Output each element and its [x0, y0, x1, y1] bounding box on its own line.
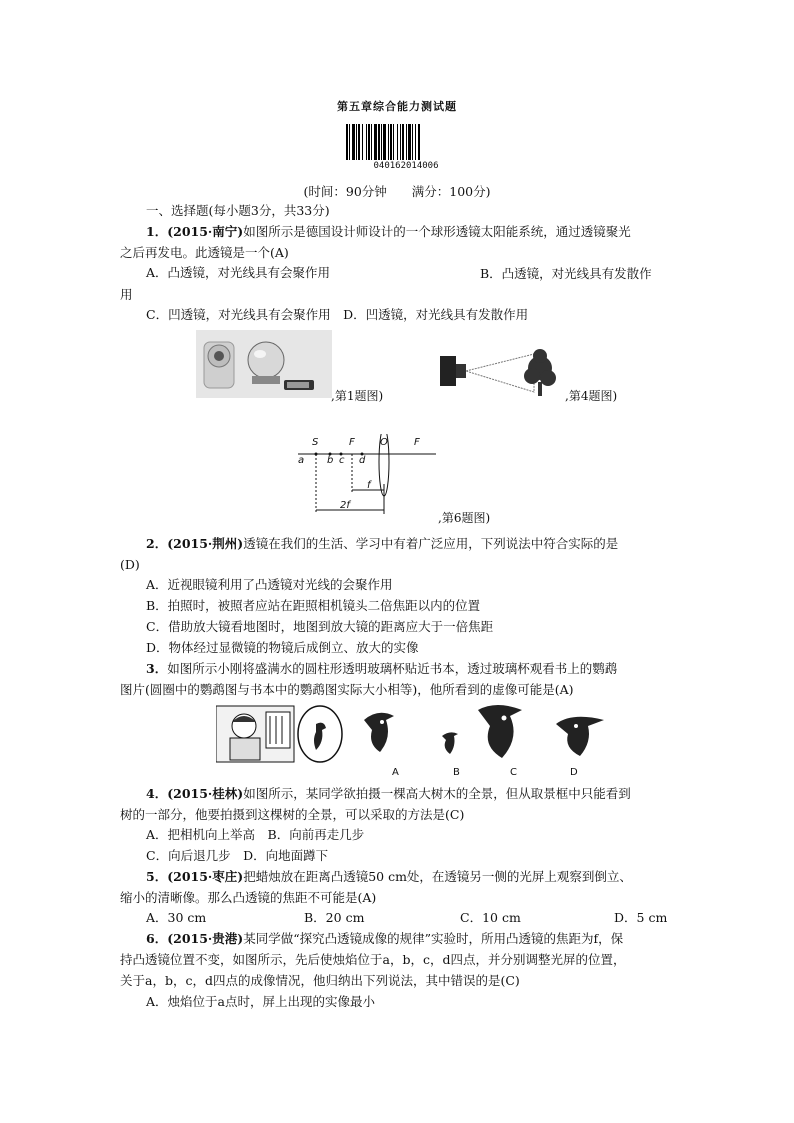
barcode-bar — [362, 124, 363, 160]
barcode-bar — [402, 124, 404, 160]
parrot-B — [442, 732, 458, 754]
fig6-label-S: S — [312, 437, 319, 448]
q4-num: 4． — [146, 786, 168, 801]
barcode-bar — [368, 124, 370, 160]
barcode-bar — [381, 124, 382, 160]
page-title: 第五章综合能力测试题 — [337, 100, 457, 113]
q4-text1: 如图所示，某同学欲拍摄一棵高大树木的全景，但从取景框中只能看到 — [243, 786, 631, 801]
fig3-label-A: A — [392, 767, 399, 778]
q5-optA: A．30 cm — [146, 910, 207, 925]
q5-text1: 把蜡烛放在距离凸透镜50 cm处，在透镜另一侧的光屏上观察到倒立、 — [243, 869, 632, 884]
q4-line1 — [146, 785, 631, 803]
q1-optCD: C．凹透镜，对光线具有会聚作用 D．凹透镜，对光线具有发散作用 — [146, 307, 529, 322]
fig6-label-F-right: F — [414, 437, 420, 448]
q2-optC: C．借助放大镜看地图时，地图到放大镜的距离应大于一倍焦距 — [146, 619, 494, 634]
barcode-bar — [415, 124, 416, 160]
q2-num: 2． — [146, 536, 168, 551]
barcode-bar — [352, 124, 355, 160]
barcode-bar — [400, 124, 401, 160]
barcode-bar — [383, 124, 386, 160]
q2-line1 — [146, 535, 618, 553]
q2-optA: A．近视眼镜利用了凸透镜对光线的会聚作用 — [146, 577, 393, 592]
barcode-bar — [412, 124, 413, 160]
q5-source: (2015·枣庄) — [167, 869, 244, 884]
fig6-label-F-left: F — [349, 437, 355, 448]
q4-line2: 树的一部分，他要拍摄到这棵树的全景，可以采取的方法是(C) — [120, 807, 465, 822]
fig4-camera-tree — [436, 344, 566, 400]
fig1-photo — [196, 330, 332, 398]
barcode-bar — [346, 124, 348, 160]
q1-optB-cont: 用 — [120, 287, 133, 302]
q1-text1: 如图所示是德国设计师设计的一个球形透镜太阳能系统，通过透镜聚光 — [243, 224, 631, 239]
q1-source: (2015·南宁) — [167, 224, 244, 239]
q5-line2: 缩小的清晰像。那么凸透镜的焦距不可能是(A) — [120, 890, 377, 905]
fig6-label-b: b — [327, 455, 334, 466]
q5-num: 5． — [146, 869, 168, 884]
fig3-parrots — [216, 702, 616, 766]
barcode-bar — [356, 124, 357, 160]
q2-source: (2015·荆州) — [167, 536, 244, 551]
q1-line2: 之后再发电。此透镜是一个(A) — [120, 245, 289, 260]
fig3-label-D: D — [570, 767, 578, 778]
q5-line1 — [146, 868, 632, 886]
q1-num: 1． — [146, 224, 168, 239]
fig4-caption: ,第4题图) — [565, 389, 618, 403]
q3-line2: 图片(圆圈中的鹦鹉图与书本中的鹦鹉图实际大小相等)，他所看到的虚像可能是(A) — [120, 682, 574, 697]
parrot-C — [478, 705, 522, 758]
barcode-number: 040162014006 — [373, 161, 439, 171]
barcode-bar — [366, 124, 367, 160]
time-info: (时间：90分钟 满分：100分) — [303, 184, 491, 199]
barcode-bar — [378, 124, 380, 160]
fig6-caption: ,第6题图) — [438, 511, 491, 525]
barcode-bar — [418, 124, 420, 160]
q1-optA: A．凸透镜，对光线具有会聚作用 — [146, 265, 331, 280]
barcode-bar — [406, 124, 407, 160]
q6-optA: A．烛焰位于a点时，屏上出现的实像最小 — [146, 994, 375, 1009]
q6-text1: 某同学做“探究凸透镜成像的规律”实验时，所用凸透镜的焦距为f，保 — [243, 931, 624, 946]
fig6-label-c: c — [339, 455, 345, 466]
barcode-bar — [408, 124, 411, 160]
q6-line3: 关于a，b，c，d四点的成像情况，他归纳出下列说法，其中错误的是(C) — [120, 973, 520, 988]
q6-source: (2015·贵港) — [167, 931, 244, 946]
barcode-bar — [371, 124, 372, 160]
fig6-label-f: f — [367, 480, 371, 491]
q2-text1: 透镜在我们的生活、学习中有着广泛应用，下列说法中符合实际的是 — [243, 536, 619, 551]
barcode-bar — [349, 124, 350, 160]
q3-num: 3． — [146, 661, 168, 676]
q3-line1 — [146, 660, 617, 678]
barcode-bar — [374, 124, 377, 160]
q5-optB: B．20 cm — [304, 910, 365, 925]
q5-optD: D．5 cm — [614, 910, 668, 925]
parrot-A — [364, 713, 394, 752]
section-heading: 一、选择题(每小题3分，共33分) — [146, 203, 330, 218]
q6-line1 — [146, 930, 623, 948]
q6-line2: 持凸透镜位置不变，如图所示，先后使烛焰位于a，b，c，d四点，并分别调整光屏的位置， — [120, 952, 626, 967]
q1-line1 — [146, 223, 631, 241]
fig6-label-a: a — [298, 455, 305, 466]
fig6-label-2f: 2f — [340, 500, 350, 511]
fig3-label-C: C — [510, 767, 517, 778]
q5-optC: C．10 cm — [460, 910, 521, 925]
q1-optB: B．凸透镜，对光线具有发散作 — [480, 266, 652, 281]
fig1-caption: ,第1题图) — [331, 389, 384, 403]
q2-line2: (D) — [120, 557, 140, 572]
barcode-bar — [388, 124, 389, 160]
q2-optD: D．物体经过显微镜的物镜后成倒立、放大的实像 — [146, 640, 419, 655]
barcode — [344, 124, 468, 160]
q2-optB: B．拍照时，被照者应站在距照相机镜头二倍焦距以内的位置 — [146, 598, 481, 613]
barcode-bar — [393, 124, 394, 160]
barcode-bar — [358, 124, 360, 160]
barcode-bar — [390, 124, 392, 160]
parrot-D — [556, 717, 604, 756]
q4-source: (2015·桂林) — [167, 786, 244, 801]
q3-text1: 如图所示小刚将盛满水的圆柱形透明玻璃杯贴近书本，透过玻璃杯观看书上的鹦鹉 — [167, 661, 618, 676]
fig6-label-d: d — [359, 455, 366, 466]
fig6-label-O: O — [380, 437, 388, 448]
fig3-label-B: B — [453, 767, 460, 778]
q4-optAB: A．把相机向上举高 B．向前再走几步 — [146, 827, 365, 842]
barcode-bar — [397, 124, 398, 160]
q4-optCD: C．向后退几步 D．向地面蹲下 — [146, 848, 329, 863]
q6-num: 6． — [146, 931, 168, 946]
